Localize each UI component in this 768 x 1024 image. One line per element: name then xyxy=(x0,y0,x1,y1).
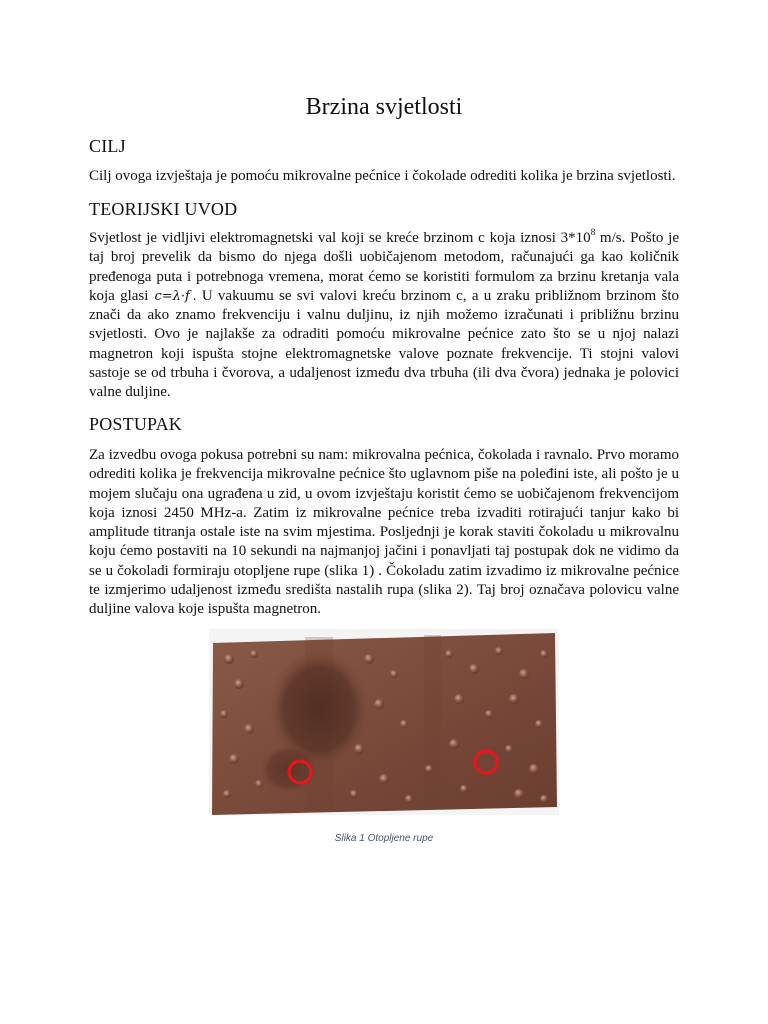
heading-postupak: POSTUPAK xyxy=(89,414,182,434)
uvod-text-2: m/s. Pošto je taj broj prevelik da bismo do njega došli uobičajenom metodom, računajući ga kao količnik pređenoga puta i potrebnoga vremena, morat ćemo se koristiti formulom za brzinu kretanja vala koja glasi xyxy=(89,230,679,304)
melted-chocolate-photo xyxy=(209,629,559,815)
paragraph-postupak: Za izvedbu ovoga pokusa potrebni su nam: mikrovalna pećnica, čokolada i ravnalo. Prvo moramo odrediti kolika je frekvencija mikrovalne pećnice što uglavnom piše na poleđini iste, ali pošto je u mojem slučaju ona ugrađena u zid, u ovom izvještaju koristit ćemo se uobičajenom frekvencijom koja iznosi 2450 MHz-a. Zatim iz mikrovalne pećnice treba izvaditi rotirajući tanjur kako bi amplitude titranja ostale iste na svim mjestima. Posljednji je korak staviti čokoladu u mikrovalnu koju ćemo postaviti na 10 sekundi na najmanjoj jačini i ponavljati taj postupak dok ne vidimo da se u čokoladi formiraju otopljene rupe (slika 1) . Čokoladu zatim izvadimo iz mikrovalne pećnice te izmjerimo udaljenost između središta nastalih rupa (slika 2). Taj broj označava polovicu valne duljine valova koje ispušta magnetron. xyxy=(89,447,679,618)
formula: c=λ·f xyxy=(154,288,190,304)
document-title: Brzina svjetlosti xyxy=(305,94,463,120)
heading-cilj: CILJ xyxy=(89,136,126,156)
figure-caption: Slika 1 Otopljene rupe xyxy=(334,833,434,844)
heading-teorijski-uvod: TEORIJSKI UVOD xyxy=(89,199,238,219)
uvod-text-3: . U vakuumu se svi valovi kreću brzinom c, a u zraku približnom brzinom što znači da ako znamo frekvenciju i valnu duljinu, iz njih možemo izračunati i približnu brzinu svjetlosti. Ovo je najlakše za odraditi pomoću mikrovalne pećnice zato što se u njoj nalazi magnetron koji ispušta stojne elektromagnetske valove poznate frekvencije. Ti stojni valovi sastoje se od trbuha i čvorova, a udaljenost između dva trbuha (ili dva čvora) jednaka je polovici valne duljine. xyxy=(89,287,680,401)
uvod-text-1: Svjetlost je vidljivi elektromagnetski val koji se kreće brzinom c koja iznosi 3*10 xyxy=(89,230,591,246)
paragraph-teorijski-uvod xyxy=(89,229,679,403)
exponent: 8 xyxy=(590,227,596,237)
paragraph-cilj: Cilj ovoga izvještaja je pomoću mikrovalne pećnice i čokolade odrediti kolika je brzina svjetlosti. xyxy=(89,168,676,184)
